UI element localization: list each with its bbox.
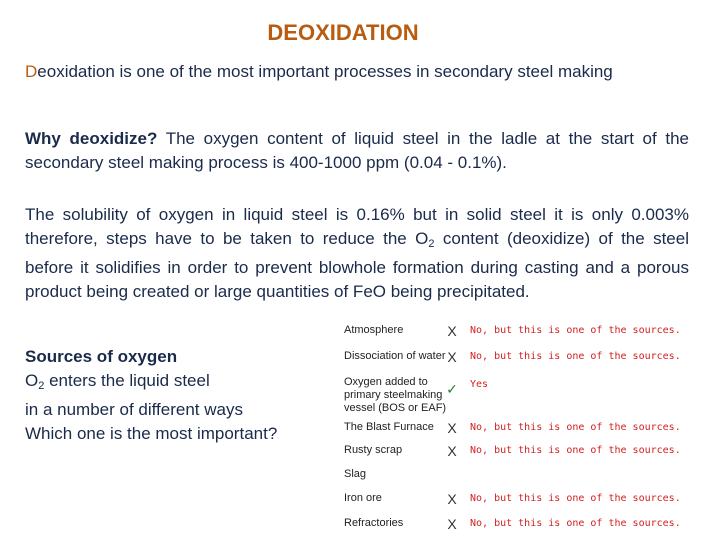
source-feedback: No, but this is one of the sources. [470, 422, 681, 433]
source-feedback: No, but this is one of the sources. [470, 518, 681, 529]
source-name: Oxygen added to primary steelmaking vessel (BOS or EAF) [344, 376, 447, 414]
source-name: Rusty scrap [344, 444, 403, 456]
sources-block [25, 345, 325, 446]
solubility-paragraph [25, 203, 689, 304]
sources-line-1-text: enters the liquid steel [44, 371, 210, 390]
source-feedback: Yes [470, 379, 489, 390]
intro-first-letter: D [25, 62, 38, 81]
source-feedback: No, but this is one of the sources. [470, 493, 681, 504]
intro-paragraph [25, 60, 689, 84]
sources-line-1 [25, 369, 325, 398]
cross-mark-icon: X [447, 491, 457, 507]
sources-subscript: 2 [38, 380, 45, 392]
source-name: The Blast Furnace [344, 421, 434, 433]
cross-mark-icon: X [447, 420, 457, 436]
sources-header: Sources of oxygen [25, 347, 178, 366]
source-feedback: No, but this is one of the sources. [470, 445, 681, 456]
source-feedback: No, but this is one of the sources. [470, 351, 681, 362]
why-paragraph [25, 127, 689, 175]
source-name: Dissociation of water [344, 350, 446, 362]
cross-mark-icon: X [447, 323, 457, 339]
solubility-text-2: content (deoxidize) of the steel before it solidifies in order to prevent blowhole formation during casting and a porous product being created or large quantities of FeO being precipitated. [25, 229, 689, 301]
cross-mark-icon: X [447, 349, 457, 365]
check-mark-icon: ✓ [446, 381, 458, 397]
solubility-subscript: 2 [428, 238, 435, 250]
sources-line-2: in a number of different ways [25, 400, 243, 419]
intro-text: eoxidation is one of the most important processes in secondary steel making [37, 62, 613, 81]
why-text: The oxygen content of liquid steel in the ladle at the start of the secondary steel making process is 400-1000 ppm (0.04 - 0.1%). [25, 129, 689, 172]
cross-mark-icon: X [447, 443, 457, 459]
sources-o: O [25, 371, 39, 390]
source-name: Slag [344, 468, 367, 480]
source-options-table [344, 318, 716, 540]
source-name: Iron ore [344, 492, 382, 504]
cross-mark-icon: X [447, 516, 457, 532]
page-title: DEOXIDATION [267, 20, 419, 45]
source-feedback: No, but this is one of the sources. [470, 325, 681, 336]
why-label: Why deoxidize? [25, 129, 158, 148]
source-name: Atmosphere [344, 324, 404, 336]
sources-line-3: Which one is the most important? [25, 424, 278, 443]
solubility-text-1: The solubility of oxygen in liquid steel is 0.16% but in solid steel it is only 0.003% therefore, steps have to be taken to reduce the O [25, 205, 689, 248]
source-name: Refractories [344, 517, 404, 529]
